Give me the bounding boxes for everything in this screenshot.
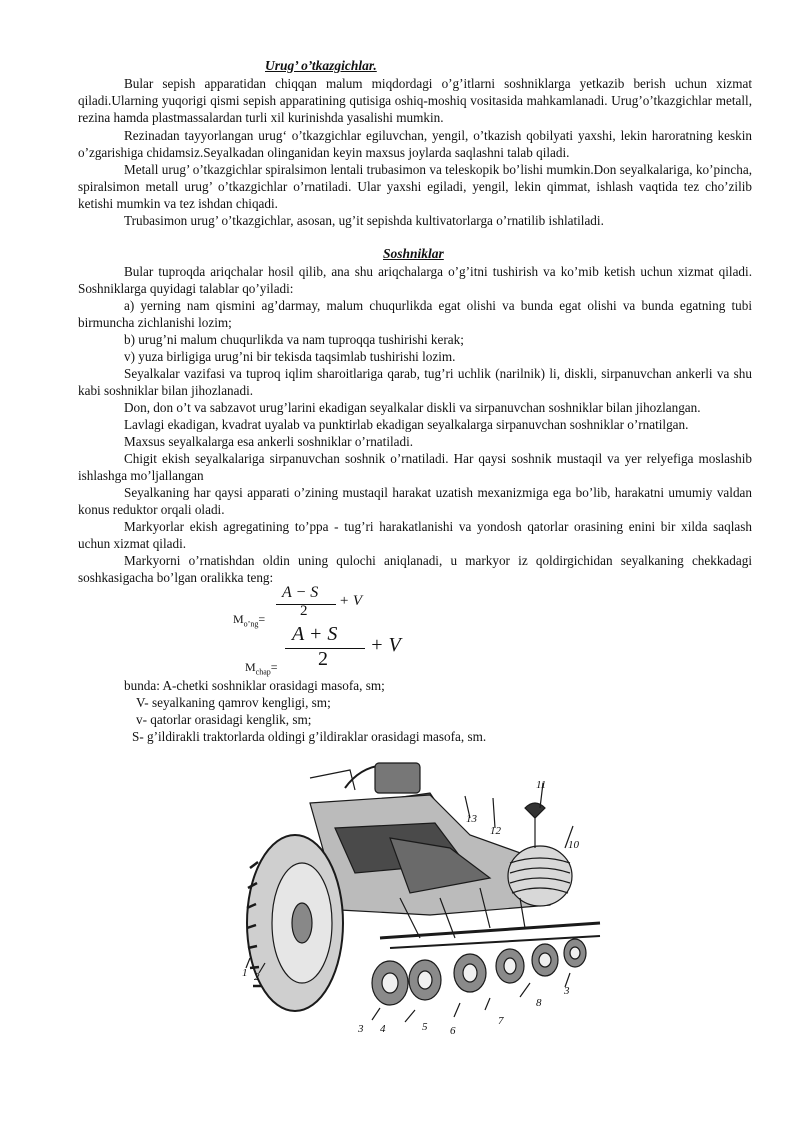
figure-callout: 1 bbox=[242, 967, 248, 979]
heading-seed-tubes: Urug’ o’tkazgichlar. bbox=[265, 58, 377, 73]
figure-callout: 12 bbox=[490, 825, 501, 837]
list-item: a) yerning nam qismini ag’darmay, malum chuqurlikda egat olishi va bunda egat olishi va bunda egatning tubi birmuncha zichlanishi lozim; bbox=[78, 298, 752, 331]
paragraph: Chigit ekish seyalkalariga sirpanuvchan soshnik o’rnatiladi. Har qaysi soshnik mustaqil va yer relyefiga moslashib ishlashga mo’ljallangan bbox=[78, 451, 752, 484]
legend-line: V- seyalkaning qamrov kengligi, sm; bbox=[136, 695, 331, 710]
figure-callout: 7 bbox=[498, 1015, 504, 1027]
heading-openers: Soshniklar bbox=[383, 246, 444, 261]
figure-callout: 3 bbox=[358, 1023, 364, 1035]
figure-callout: 10 bbox=[568, 839, 579, 851]
figure-callout: 3 bbox=[564, 985, 570, 997]
figure-callout: 8 bbox=[536, 997, 542, 1009]
legend-line: bunda: A-chetki soshniklar orasidagi masofa, sm; bbox=[124, 678, 385, 693]
figure-callout: 13 bbox=[466, 813, 477, 825]
paragraph: Lavlagi ekadigan, kvadrat uyalab va punktirlab ekadigan seyalkalarga sirpanuvchan soshniklar o’rnatilgan. bbox=[124, 417, 689, 432]
tractor-seeder-drawing bbox=[240, 748, 610, 1038]
formula-denominator: 2 bbox=[318, 648, 328, 670]
paragraph: Metall urug’ o’tkazgichlar spiralsimon lentali trubasimon va teleskopik bo’lishi mumkin.Don seyalkalariga, ko’pincha, spiralsimon metall urug’ o’tkazgichlar o’rnatiladi. Ular yaxshi egiladi, yengil, lekin qimmat, ishlash vaqtida tez cho’zilib ketishi mumkin va tez ishdan chiqadi. bbox=[78, 162, 752, 212]
figure-callout: 6 bbox=[450, 1025, 456, 1037]
legend-line: v- qatorlar orasidagi kenglik, sm; bbox=[136, 712, 312, 727]
list-item: v) yuza birligiga urug’ni bir tekisda taqsimlab tushirishi lozim. bbox=[124, 349, 456, 364]
paragraph: Seyalkalar vazifasi va tuproq iqlim sharoitlariga qarab, tug’ri uchlik (narilnik) li, diskli, sirpanuvchan ankerli va shu kabi soshniklar bilan jihozlanadi. bbox=[78, 366, 752, 399]
paragraph: Don, don o’t va sabzavot urug’larini ekadigan seyalkalar diskli va sirpanuvchan soshniklar bilan jihozlangan. bbox=[124, 400, 701, 415]
paragraph: Markyorni o’rnatishdan oldin uning qulochi aniqlanadi, u markyor iz qoldirgichidan seyalkaning chekkadagi soshkasigacha bo’lgan oralikka teng: bbox=[78, 553, 752, 586]
formula-addend: + V bbox=[370, 634, 401, 656]
paragraph: Maxsus seyalkalarga esa ankerli soshniklar o’rnatiladi. bbox=[124, 434, 414, 449]
formula-addend: + V bbox=[339, 593, 363, 609]
formula-label: $M_{o’ng}=$ bbox=[233, 612, 266, 629]
figure-callout: 4 bbox=[380, 1023, 386, 1035]
paragraph: Bular tuproqda ariqchalar hosil qilib, ana shu ariqchalarga o’g’itni tushirish va ko’mib ketish uchun xizmat qiladi. Soshniklarga quyidagi talablar qo’yiladi: bbox=[78, 264, 752, 297]
tractor-seeder-illustration bbox=[240, 748, 610, 1038]
formula-denominator: 2 bbox=[300, 603, 308, 619]
formula-numerator: A − S bbox=[282, 584, 319, 601]
figure-callout: 2 bbox=[254, 971, 260, 983]
formula-numerator: A + S bbox=[292, 623, 338, 645]
legend-line: S- g’ildirakli traktorlarda oldingi g’ildiraklar orasidagi masofa, sm. bbox=[132, 729, 487, 744]
list-item: b) urug’ni malum chuqurlikda va nam tuproqqa tushirishi kerak; bbox=[124, 332, 464, 347]
paragraph: Seyalkaning har qaysi apparati o’zining mustaqil harakat uzatish mexanizmiga ega bo’lib, harakatni umumiy valdan konus reduktor orqali oladi. bbox=[78, 485, 752, 518]
paragraph: Bular sepish apparatidan chiqqan malum miqdordagi o’g’itlarni soshniklarga yetkazib berish uchun xizmat qiladi.Ularning yuqorigi qismi sepish apparatining qutisiga oshiq-moshiq vositasida mahkamlanadi. Urug’o’tkazgichlar metall, rezina hamda plastmassalardan turli xil kurinishda yasalishi mumkin. bbox=[78, 76, 752, 126]
figure-callout: 5 bbox=[422, 1021, 428, 1033]
paragraph: Rezinadan tayyorlangan urug‘ o’tkazgichlar egiluvchan, yengil, o’tkazish qobilyati yaxshi, lekin haroratning keskin o’zgarishiga chidamsiz.Seyalkadan olinganidan keyin maxsus joylarda saqlashni talab qiladi. bbox=[78, 128, 752, 161]
formula-label: $M_{chap}=$ bbox=[245, 660, 278, 677]
paragraph: Markyorlar ekish agregatining to’ppa - tug’ri harakatlanishi va yondosh qatorlar orasining enini bir xilda saqlash uchun xizmat qiladi. bbox=[78, 519, 752, 552]
figure-callout: 11 bbox=[536, 779, 547, 791]
paragraph: Trubasimon urug’ o’tkazgichlar, asosan, ug’it sepishda kultivatorlarga o’rnatilib ishlatiladi. bbox=[124, 213, 604, 228]
